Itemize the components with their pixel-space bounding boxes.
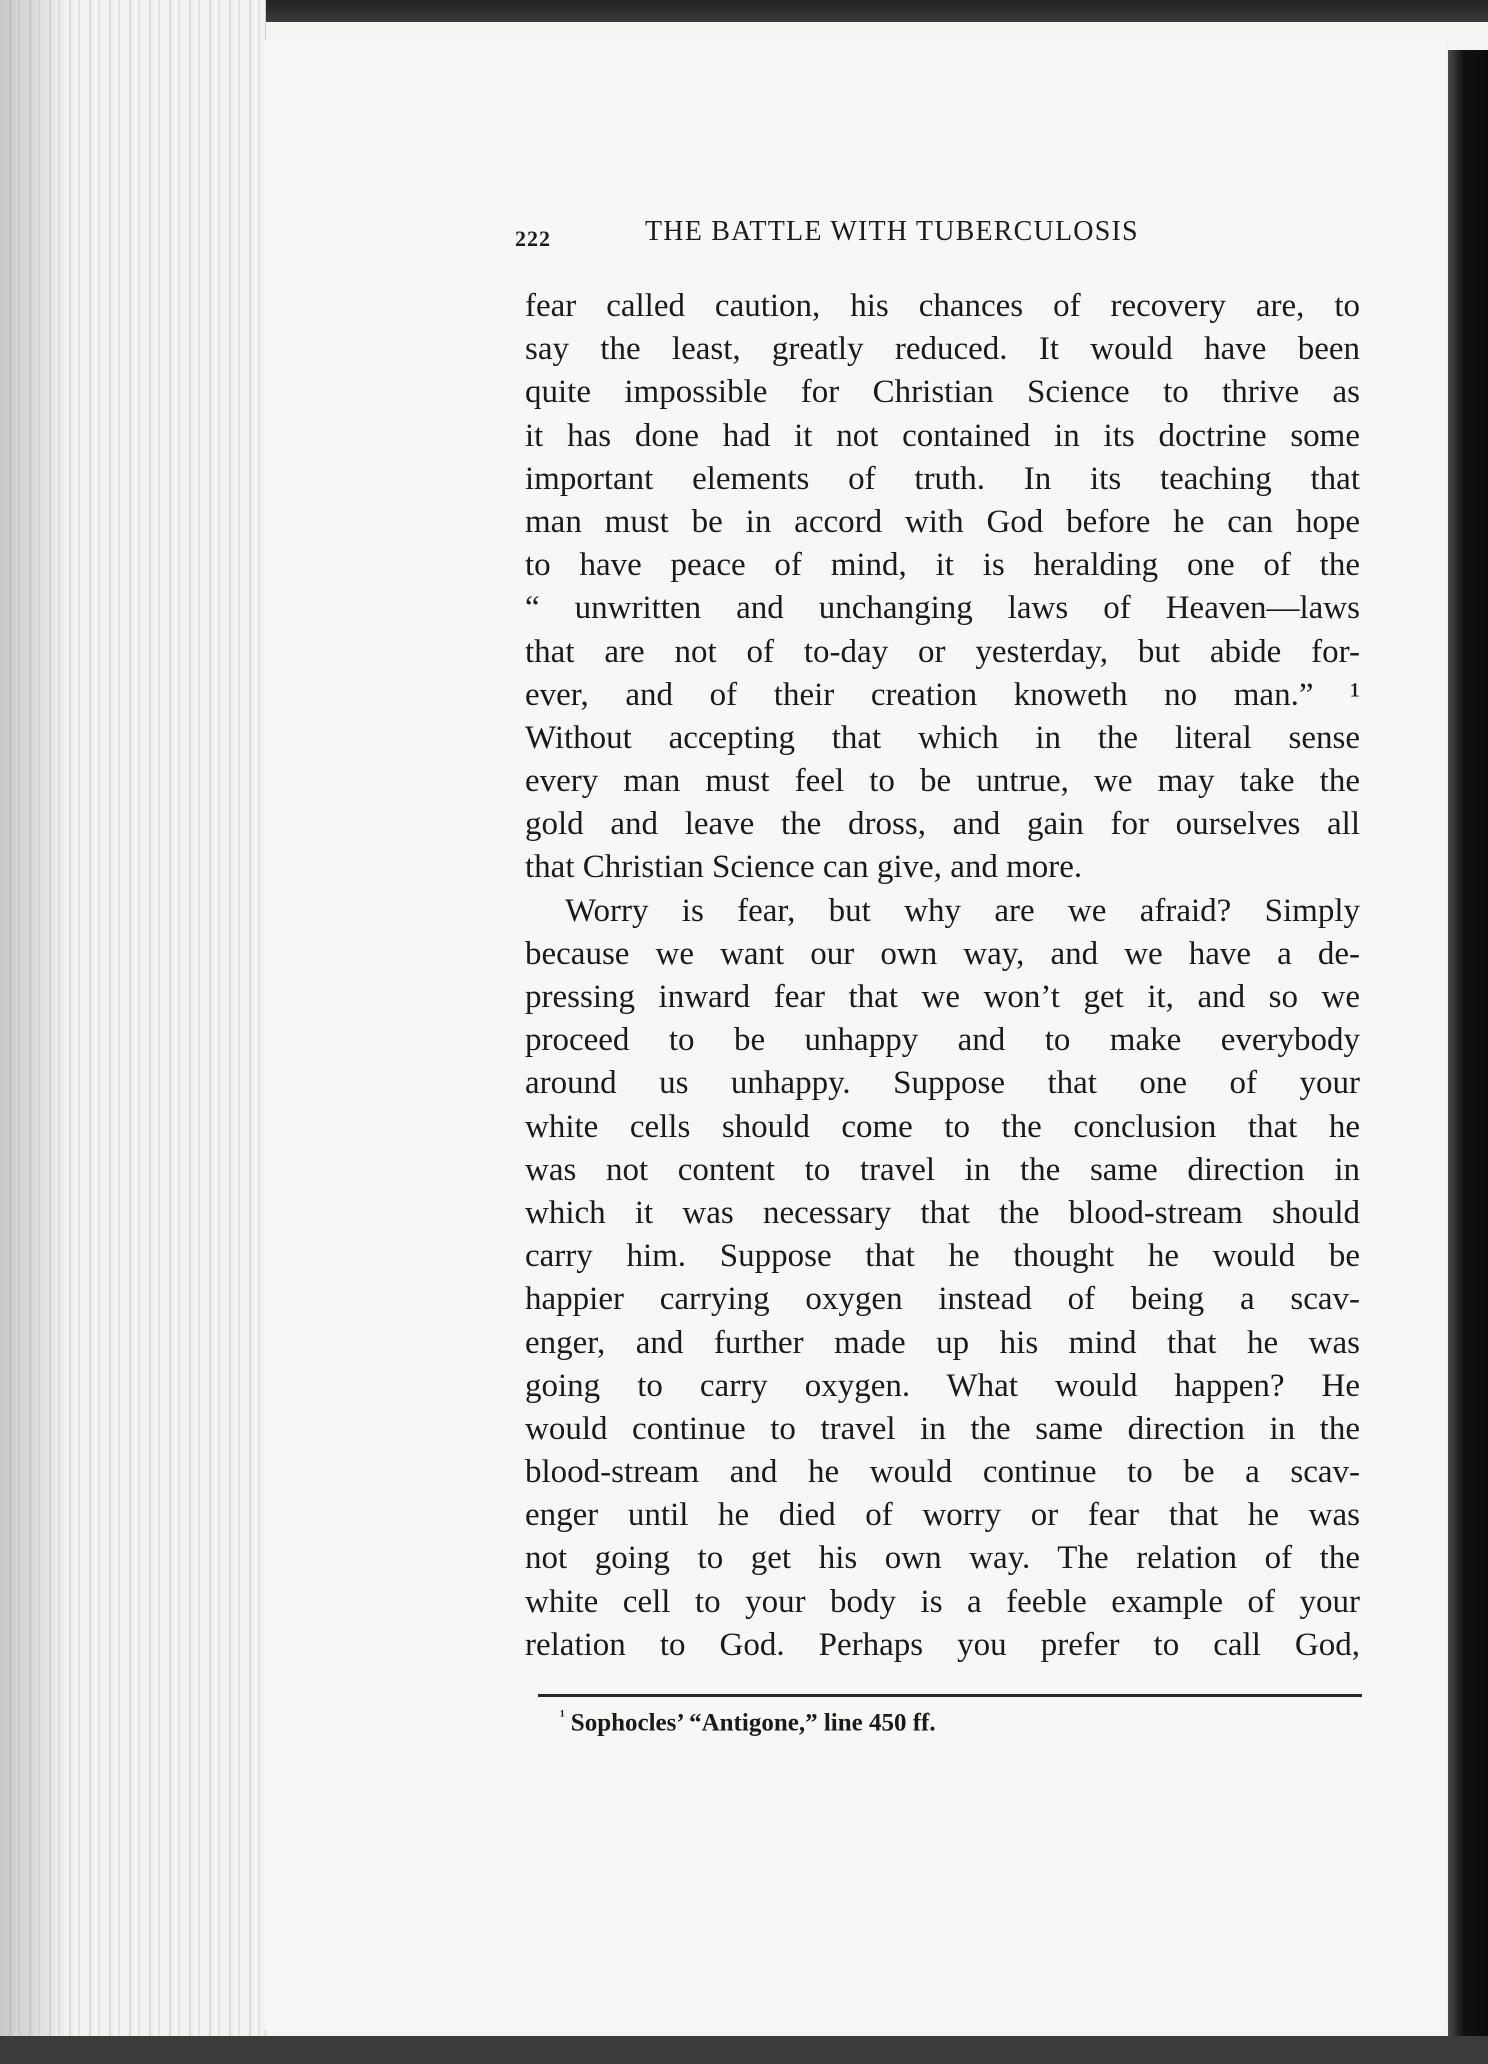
text-line: that are not of to-day or yesterday, but abide for- — [525, 633, 1360, 670]
binding-edge — [1448, 50, 1488, 2040]
text-line: “ unwritten and unchanging laws of Heaven—laws — [525, 590, 1360, 627]
text-line: that Christian Science can give, and more. — [525, 849, 1083, 886]
text-line: enger until he died of worry or fear that he was — [525, 1497, 1360, 1534]
running-head-title: THE BATTLE WITH TUBERCULOSIS — [645, 216, 1139, 247]
footnote-mark: ¹ — [560, 1708, 565, 1725]
text-line: happier carrying oxygen instead of being a scav- — [525, 1281, 1360, 1318]
scan-bottom-shadow — [0, 2036, 1488, 2064]
page-number: 222 — [515, 226, 551, 251]
text-line: enger, and further made up his mind that he was — [525, 1324, 1360, 1361]
text-line: going to carry oxygen. What would happen? He — [525, 1367, 1360, 1404]
running-head — [515, 212, 1220, 252]
text-line: blood-stream and he would continue to be a scav- — [525, 1454, 1360, 1491]
text-line: to have peace of mind, it is heralding one of the — [525, 547, 1360, 584]
text-line: quite impossible for Christian Science to thrive as — [525, 374, 1360, 411]
text-line: man must be in accord with God before he can hope — [525, 503, 1360, 540]
text-line: every man must feel to be untrue, we may take the — [525, 763, 1360, 800]
text-line: pressing inward fear that we won’t get it, and so we — [525, 979, 1360, 1015]
text-line: carry him. Suppose that he thought he would be — [525, 1238, 1360, 1275]
text-line: would continue to travel in the same direction in the — [525, 1410, 1360, 1447]
text-line: say the least, greatly reduced. It would have been — [525, 331, 1360, 368]
text-line: it has done had it not contained in its doctrine some — [525, 417, 1360, 454]
text-line: important elements of truth. In its teaching that — [525, 460, 1360, 497]
text-line: white cells should come to the conclusion that he — [525, 1108, 1360, 1145]
footnote-rule — [538, 1694, 1362, 1697]
text-line: gold and leave the dross, and gain for ourselves all — [525, 806, 1360, 843]
text-line: fear called caution, his chances of recovery are, to — [525, 288, 1360, 324]
text-line: Without accepting that which in the literal sense — [525, 719, 1360, 756]
text-line: white cell to your body is a feeble example of your — [525, 1583, 1360, 1620]
text-line: Worry is fear, but why are we afraid? Simply — [565, 892, 1360, 929]
footnote — [560, 1708, 936, 1737]
body-text — [525, 285, 1360, 1667]
text-line: not going to get his own way. The relation of the — [525, 1540, 1360, 1577]
text-line: proceed to be unhappy and to make everybody — [525, 1022, 1360, 1059]
text-line: because we want our own way, and we have a de- — [525, 935, 1360, 972]
page-stack-edge — [0, 0, 266, 2064]
text-line: relation to God. Perhaps you prefer to call God, — [525, 1626, 1360, 1663]
text-line: around us unhappy. Suppose that one of your — [525, 1065, 1360, 1102]
text-line: was not content to travel in the same direction in — [525, 1151, 1360, 1188]
text-line: ever, and of their creation knoweth no man.” ¹ — [525, 676, 1360, 713]
text-line: which it was necessary that the blood-stream should — [525, 1194, 1360, 1231]
footnote-text: Sophocles’ “Antigone,” line 450 ff. — [570, 1709, 936, 1737]
